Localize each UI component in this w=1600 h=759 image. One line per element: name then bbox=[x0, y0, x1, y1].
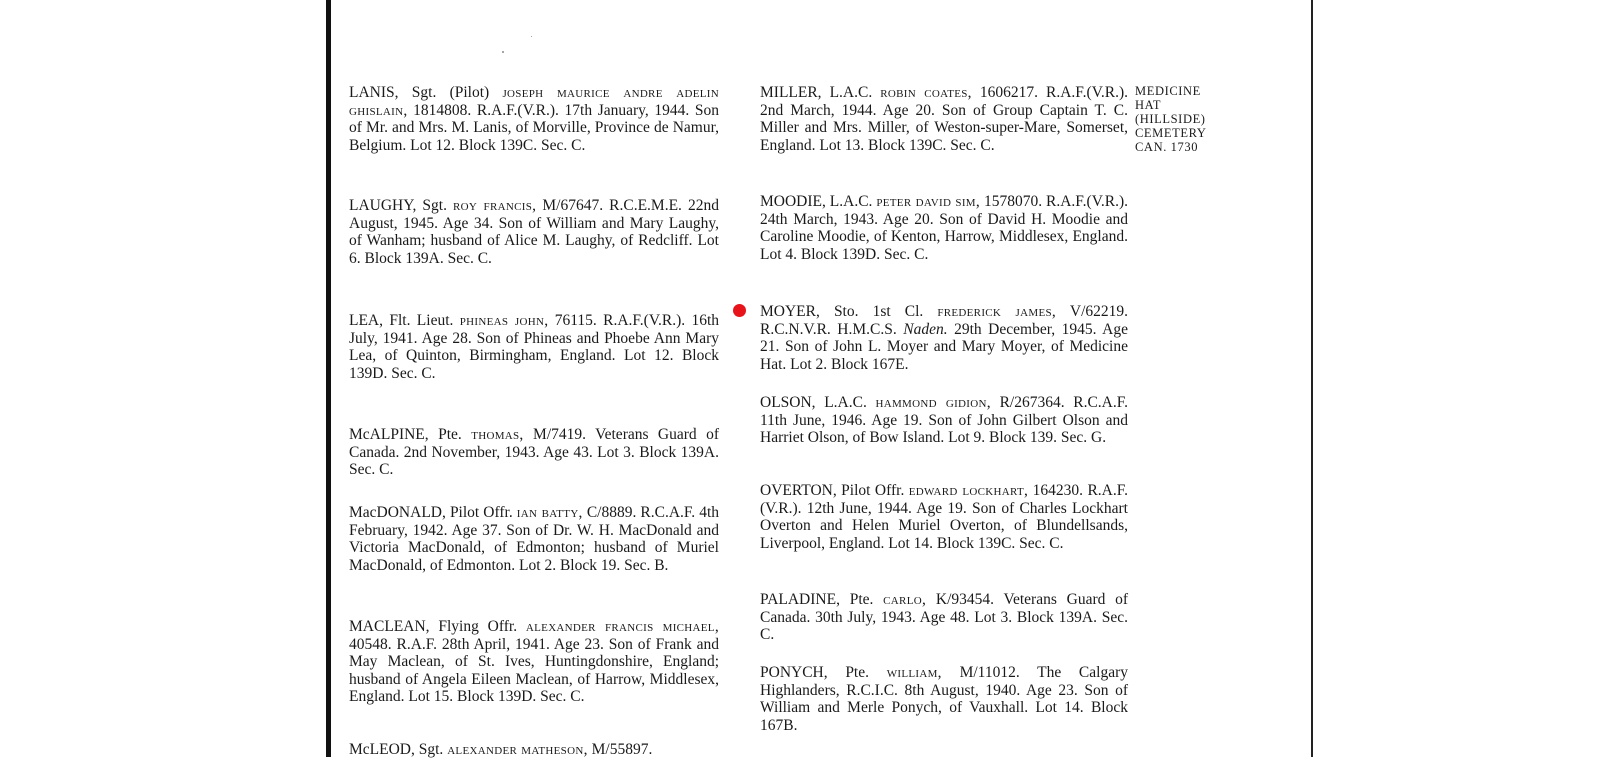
entry-details: 1578070. R.A.F.(V.R.). 24th March, 1943. Age 20. Son of David H. Moodie and Caroline Moodie, of Kenton, Harrow, Middlesex, England. Lot 4. Block 139D. Sec. C. bbox=[760, 193, 1129, 263]
entry-details: M/67647. R.C.E.M.E. 22nd August, 1945. Age 34. Son of William and Mary Laughy, of Wanham; husband of Alice M. Laughy, of Redcliff. Lot 6. Block 139A. Sec. C. bbox=[349, 197, 720, 267]
entry-surname: MOYER, bbox=[760, 303, 820, 320]
entry-overton bbox=[760, 482, 1128, 552]
entry-miller bbox=[760, 84, 1128, 154]
entry-details: 40548. R.A.F. 28th April, 1941. Age 23. Son of Frank and May Maclean, of St. Ives, Huntingdonshire, England; husband of Angela Eileen Maclean, of Harrow, Middlesex, England. Lot 15. Block 139D. Sec. C. bbox=[349, 635, 719, 706]
entry-rank: Sgt. (Pilot) bbox=[411, 84, 490, 101]
cemetery-label-line: CAN. 1730 bbox=[1135, 140, 1199, 154]
entry-moyer bbox=[760, 303, 1128, 373]
entry-rank: Sto. 1st Cl. bbox=[833, 303, 924, 320]
entry-given-names: roy francis, bbox=[453, 197, 537, 214]
entry-surname: LEA, bbox=[349, 312, 384, 329]
entry-details: 29th December, 1945. Age 21. Son of John L. Moyer and Mary Moyer, of Medicine Hat. Lot 2. Block 167E. bbox=[760, 320, 1128, 373]
entry-surname: MacDONALD, bbox=[349, 504, 446, 521]
entry-given-names: alexander francis michael, bbox=[525, 618, 720, 635]
entry-mcalpine bbox=[349, 426, 719, 479]
entry-surname: PALADINE, bbox=[760, 591, 840, 608]
entry-given-names: frederick james, bbox=[937, 303, 1057, 320]
entry-maclean bbox=[349, 618, 719, 706]
entry-rank: L.A.C. bbox=[824, 394, 867, 411]
entry-rank: Pilot Offr. bbox=[841, 482, 905, 499]
entry-rank: Flying Offr. bbox=[438, 618, 518, 635]
entry-surname: McLEOD, bbox=[349, 741, 415, 758]
entry-given-names: william, bbox=[886, 664, 942, 681]
red-dot-marker[interactable] bbox=[733, 304, 746, 317]
entry-given-names: phineas john, bbox=[459, 312, 549, 329]
entry-details: 1814808. R.A.F.(V.R.). 17th January, 1944. Son of Mr. and Mrs. M. Lanis, of Morville, Province de Namur, Belgium. Lot 12. Block 139C. Sec. C. bbox=[349, 101, 719, 154]
entry-surname: LAUGHY, bbox=[349, 197, 417, 214]
paper-speck bbox=[502, 51, 504, 53]
entry-surname: OLSON, bbox=[760, 394, 816, 411]
entry-surname: PONYCH, bbox=[760, 664, 828, 681]
cemetery-label bbox=[1135, 84, 1245, 154]
entry-details: M/7419. Veterans Guard of Canada. 2nd November, 1943. Age 43. Lot 3. Block 139A. Sec. C. bbox=[349, 426, 719, 479]
entry-given-names: thomas, bbox=[471, 426, 524, 443]
entry-rank: Pte. bbox=[849, 591, 874, 608]
entry-surname: OVERTON, bbox=[760, 482, 837, 499]
entry-details: K/93454. Veterans Guard of Canada. 30th July, 1943. Age 48. Lot 3. Block 139A. Sec. C. bbox=[760, 591, 1129, 644]
entry-surname: MOODIE, bbox=[760, 193, 826, 210]
entry-rank: Flt. Lieut. bbox=[389, 312, 454, 329]
entry-rank: Sgt. bbox=[422, 197, 447, 214]
entry-given-names: carlo, bbox=[883, 591, 927, 608]
entry-given-names: peter david sim, bbox=[876, 193, 981, 210]
cemetery-label-line: MEDICINE bbox=[1135, 84, 1201, 98]
page-edge-left bbox=[326, 0, 331, 757]
entry-details: 76115. R.A.F.(V.R.). 16th July, 1941. Age 28. Son of Phineas and Phoebe Ann Mary Lea, of Quinton, Birmingham, England. Lot 12. Block 139D. Sec. C. bbox=[349, 312, 720, 382]
entry-surname: LANIS, bbox=[349, 84, 399, 101]
entry-details: 164230. R.A.F.(V.R.). 12th June, 1944. Age 19. Son of Charles Lockhart Overton and Helen Muriel Overton, of Blundellsands, Liverpool, England. Lot 14. Block 139C. Sec. C. bbox=[760, 482, 1128, 552]
entry-rank: L.A.C. bbox=[829, 84, 873, 101]
entry-rank: Pte. bbox=[845, 664, 869, 681]
cemetery-label-line: CEMETERY bbox=[1135, 126, 1207, 140]
entry-surname: MILLER, bbox=[760, 84, 822, 101]
entry-macdonald bbox=[349, 504, 719, 574]
entry-mcleod bbox=[349, 741, 652, 759]
entry-rank: Pte. bbox=[438, 426, 462, 443]
entry-details: R/267364. R.C.A.F. 11th June, 1946. Age 19. Son of John Gilbert Olson and Harriet Olson, of Bow Island. Lot 9. Block 139. Sec. G. bbox=[760, 394, 1128, 447]
entry-given-names: ian batty, bbox=[516, 504, 583, 521]
entry-ship-name: Naden. bbox=[903, 320, 948, 338]
entry-details-pre: V/62219. R.C.N.V.R. H.M.C.S. bbox=[760, 303, 1128, 338]
entry-rank: Sgt. bbox=[418, 741, 444, 758]
entry-lanis bbox=[349, 84, 719, 154]
entry-moodie bbox=[760, 193, 1128, 263]
entry-rank: Pilot Offr. bbox=[449, 504, 513, 521]
entry-given-names: robin coates, bbox=[880, 84, 972, 101]
entry-details: C/8889. R.C.A.F. 4th February, 1942. Age 37. Son of Dr. W. H. MacDonald and Victoria MacDonald, of Edmonton; husband of Muriel MacDonald, of Edmonton. Lot 2. Block 19. Sec. B. bbox=[349, 504, 720, 574]
entry-given-names: joseph maurice andre adelin ghislain, bbox=[349, 84, 720, 119]
entry-given-names: alexander matheson, bbox=[447, 741, 588, 758]
entry-olson bbox=[760, 394, 1128, 447]
entry-details: M/11012. The Calgary Highlanders, R.C.I.C. 8th August, 1940. Age 23. Son of William and Merle Ponych, of Vauxhall. Lot 14. Block 167B. bbox=[760, 664, 1128, 734]
entry-given-names: edward lockhart, bbox=[908, 482, 1029, 499]
entry-details: 1606217. R.A.F.(V.R.). 2nd March, 1944. Age 20. Son of Group Captain T. C. Miller and Mrs. Miller, of Weston-super-Mare, Somerset, England. Lot 13. Block 139C. Sec. C. bbox=[760, 84, 1129, 154]
entry-rank: L.A.C. bbox=[829, 193, 873, 210]
entry-ponych bbox=[760, 664, 1128, 734]
entry-surname: MACLEAN, bbox=[349, 618, 430, 635]
paper-speck bbox=[531, 36, 532, 37]
entry-lea bbox=[349, 312, 719, 382]
page-edge-right bbox=[1311, 0, 1313, 757]
entry-paladine bbox=[760, 591, 1128, 644]
entry-surname: McALPINE, bbox=[349, 426, 429, 443]
entry-laughy bbox=[349, 197, 719, 267]
cemetery-label-line: (HILLSIDE) bbox=[1135, 112, 1206, 126]
cemetery-label-line: HAT bbox=[1135, 98, 1162, 112]
entry-details: M/55897. bbox=[591, 741, 653, 758]
entry-given-names: hammond gidion, bbox=[875, 394, 991, 411]
